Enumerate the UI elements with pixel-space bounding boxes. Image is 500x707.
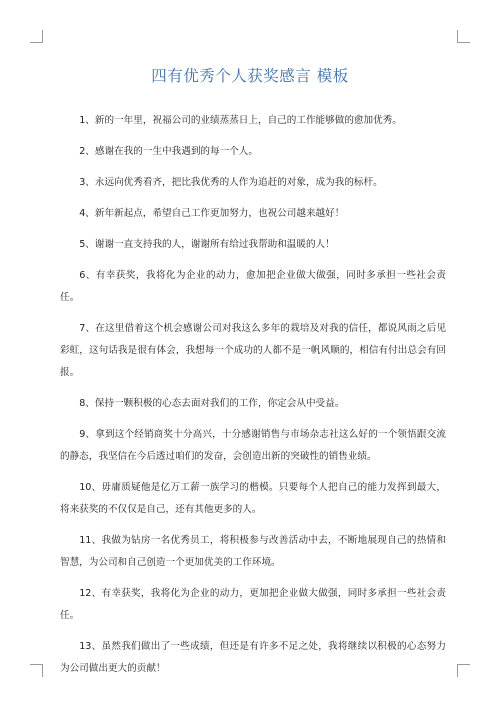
paragraph-3: 3、永远向优秀看齐，把比我优秀的人作为追赶的对象，成为我的标杆。 (79, 177, 383, 188)
paragraph-12: 12、有幸获奖，我将化为企业的动力，更加把企业做大做强，同时多承担一些社会责任。 (60, 588, 446, 621)
paragraph-5: 5、谢谢一直支持我的人，谢谢所有给过我帮助和温暖的人！ (79, 239, 335, 250)
paragraph-11: 11、我做为钻房一名优秀员工，将积极参与改善活动中去，不断地展现自己的热情和智慧，为公司和自己创造一个更加优美的工作环境。 (60, 535, 446, 568)
document-body (60, 110, 446, 689)
paragraph-2: 2、感谢在我的一生中我遇到的每一个人。 (79, 146, 258, 157)
paragraph-6: 6、有幸获奖，我将化为企业的动力，愈加把企业做大做强，同时多承担一些社会责任。 (60, 270, 446, 303)
paragraph-7: 7、在这里借着这个机会感谢公司对我这么多年的栽培及对我的信任，都说风雨之后见彩虹，这句话我是很有体会，我想每一个成功的人都不是一帆风顺的，相信有付出总会有回报。 (60, 323, 446, 378)
paragraph-9: 9、拿到这个经销商奖十分高兴，十分感谢销售与市场杂志社这么好的一个领悟跟交流的静态，我坚信在今后透过咱们的发奋，会创造出新的突破性的销售业绩。 (60, 429, 446, 462)
crop-mark-bottom-left (30, 664, 43, 677)
paragraph-8: 8、保持一颗积极的心态去面对我们的工作，你定会从中受益。 (79, 398, 345, 409)
paragraph-13: 13、虽然我们做出了一些成绩，但还是有许多不足之处，我将继续以积极的心态努力为公司做出更大的贡献！ (60, 641, 446, 674)
crop-mark-bottom-right (457, 664, 470, 677)
crop-mark-top-right (457, 30, 470, 43)
paragraph-4: 4、新年新起点，希望自己工作更加努力，也祝公司越来越好！ (79, 208, 345, 219)
document-title: 四有优秀个人获奖感言 模板 (151, 67, 349, 85)
paragraph-10: 10、毋庸质疑他是亿万工薪一族学习的楷模。只要每个人把自己的能力发挥到最大，将来获奖的不仅仅是自己，还有其他更多的人。 (60, 482, 446, 515)
paragraph-1: 1、新的一年里，祝福公司的业绩蒸蒸日上，自己的工作能够做的愈加优秀。 (79, 115, 402, 126)
crop-mark-top-left (30, 30, 43, 43)
